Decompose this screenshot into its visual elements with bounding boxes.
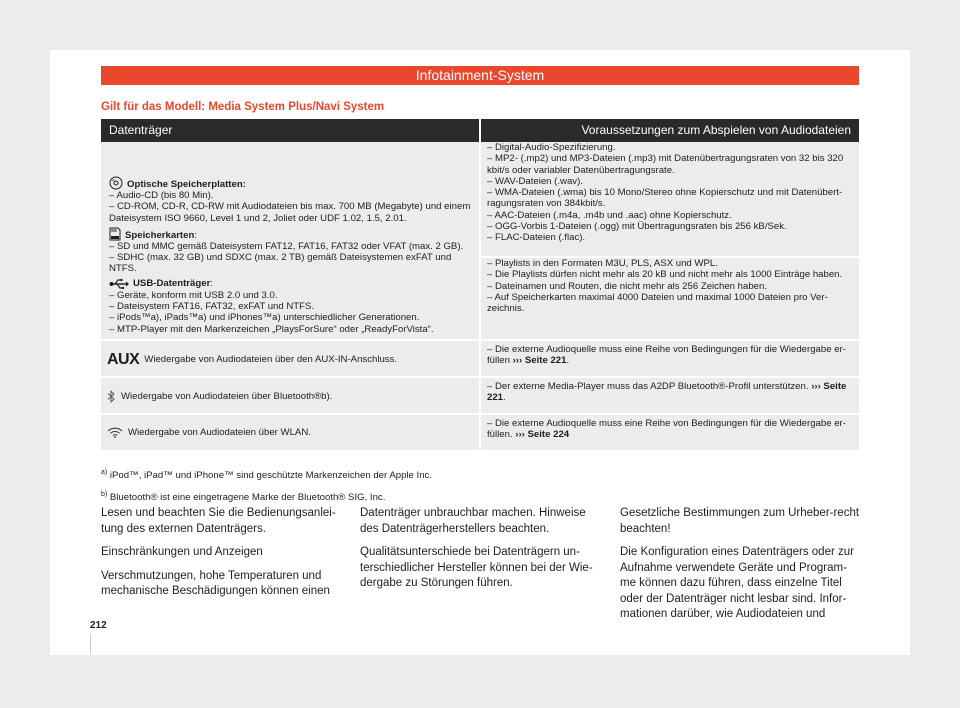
paragraph: Verschmutzungen, hohe Temperaturen und mechanische Beschädigungen können einen xyxy=(101,569,330,597)
body-column-2 xyxy=(360,506,600,600)
page-reference-link[interactable]: ››› Seite 221 xyxy=(487,380,847,404)
body-column-1 xyxy=(101,506,341,608)
footnote: $^{b)}$ Bluetooth® ist eine eingetragene Marke der Bluetooth® SIG, Inc. xyxy=(101,491,386,504)
requirement-line: – FLAC-Dateien (.flac). xyxy=(487,232,586,244)
bluetooth-requirement-cell: – Der externe Media-Player muss das A2DP Bluetooth®-Profil unterstützen. ››› Seite 221. xyxy=(480,377,859,414)
section-heading: Einschränkungen und Anzeigen xyxy=(101,546,263,558)
media-types-cell xyxy=(101,142,480,340)
column-header-requirements: Voraussetzungen zum Abspielen von Audiodateien xyxy=(480,119,859,142)
media-line: – CD-ROM, CD-R, CD-RW mit Audiodateien bis max. 700 MB (Megabyte) und einem Dateisystem ISO 9660, Level 1 und 2, Joliet oder UDF 1.02, 1.5, 2.01. xyxy=(109,201,471,224)
bluetooth-icon xyxy=(107,390,116,403)
wlan-label: Wiedergabe von Audiodateien über WLAN. xyxy=(128,426,311,438)
media-line: – MTP-Player mit den Markenzeichen „PlaysForSure“ oder „ReadyForVista“. xyxy=(109,323,434,335)
wlan-requirement: – Die externe Audioquelle muss eine Reihe von Bedingungen für die Wiedergabe er-füllen. xyxy=(487,417,846,441)
playlist-requirements-cell xyxy=(480,257,859,340)
wlan-label-cell xyxy=(101,414,480,451)
media-line: – Geräte, konform mit USB 2.0 und 3.0. xyxy=(109,289,278,301)
footnote: $^{a)}$ iPod™, iPad™ und iPhone™ sind geschützte Markenzeichen der Apple Inc. xyxy=(101,469,433,482)
requirement-line: – AAC-Dateien (.m4a, .m4b und .aac) ohne Kopierschutz. xyxy=(487,209,732,221)
media-requirements-table xyxy=(101,119,859,452)
media-title-suffix: : xyxy=(210,278,213,290)
paragraph: Qualitätsunterschiede bei Datenträgern un-terschiedlicher Hersteller können bei der Wie-dergabe zu Störungen führen. xyxy=(360,546,593,589)
model-applicability-note: Gilt für das Modell: Media System Plus/Navi System xyxy=(101,101,385,113)
media-title-suffix: : xyxy=(194,229,197,241)
table-row xyxy=(101,340,859,377)
aux-label: Wiedergabe von Audiodateien über den AUX-IN-Anschluss. xyxy=(144,354,398,366)
requirement-line: – WAV-Dateien (.wav). xyxy=(487,175,583,187)
playlist-line: – Playlists in den Formaten M3U, PLS, ASX und WPL. xyxy=(487,258,718,269)
aux-requirement-cell: – Die externe Audioquelle muss eine Reihe von Bedingungen für die Wiedergabe er-füllen ››› Seite 221. xyxy=(480,340,859,377)
page-reference-link[interactable]: ››› Seite 221 xyxy=(512,355,567,367)
media-block-usb xyxy=(109,278,471,335)
page-reference-link[interactable]: ››› Seite 224 xyxy=(515,429,570,441)
sd-card-icon xyxy=(109,227,121,241)
aux-requirement: – Die externe Audioquelle muss eine Reihe von Bedingungen für die Wiedergabe er-füllen xyxy=(487,343,846,367)
table-row xyxy=(101,377,859,414)
chapter-header: Infotainment-System xyxy=(101,66,859,85)
paragraph: Die Konfiguration eines Datenträgers oder zur Aufnahme verwendete Geräte und Program-me können dazu führen, dass einzelne Titel oder der Datenträger nicht lesbar sind. Infor-mationen darüber, wie Audiodateien und xyxy=(620,546,854,620)
paragraph: Lesen und beachten Sie die Bedienungsanlei-tung des externen Datenträgers. xyxy=(101,507,336,535)
wifi-icon xyxy=(107,427,123,438)
bluetooth-label-cell xyxy=(101,377,480,414)
playlist-line: – Die Playlists dürfen nicht mehr als 20 kB und nicht mehr als 1000 Einträge haben. xyxy=(487,269,843,281)
table-header-row xyxy=(101,119,859,142)
disc-icon xyxy=(109,176,123,190)
media-block-optical xyxy=(109,176,471,224)
aux-icon: AUX xyxy=(107,350,140,368)
table-row xyxy=(101,142,859,257)
media-line: – SDHC (max. 32 GB) und SDXC (max. 2 TB) gemäß Dateisystemen exFAT und NTFS. xyxy=(109,252,452,275)
media-block-cards xyxy=(109,227,471,275)
media-line: – Audio-CD (bis 80 Min). xyxy=(109,190,214,201)
media-line: – SD und MMC gemäß Dateisystem FAT12, FAT16, FAT32 oder VFAT (max. 2 GB). xyxy=(109,240,464,252)
column-header-media: Datenträger xyxy=(101,119,480,142)
page-margin-rule xyxy=(90,634,91,654)
requirement-line: – OGG-Vorbis 1-Dateien (.ogg) mit Übertragungsraten bis 256 kB/Sek. xyxy=(487,221,787,233)
usb-icon xyxy=(109,278,129,290)
media-line: – Dateisystem FAT16, FAT32, exFAT und NTFS. xyxy=(109,301,315,313)
media-title-usb: USB-Datenträger xyxy=(133,278,211,290)
media-line: – iPods™a), iPads™a) und iPhones™a) unterschiedlicher Generationen. xyxy=(109,312,420,324)
bluetooth-label: Wiedergabe von Audiodateien über Bluetooth®b). xyxy=(121,390,333,402)
table-row xyxy=(101,414,859,451)
media-title-optical: Optische Speicherplatten: xyxy=(127,178,246,190)
footnotes xyxy=(101,463,432,507)
body-column-3 xyxy=(620,506,860,631)
paragraph: Datenträger unbrauchbar machen. Hinweise des Datenträgerherstellers beachten. xyxy=(360,507,586,535)
format-requirements-cell xyxy=(480,142,859,257)
media-title-cards: Speicherkarten xyxy=(125,229,195,241)
aux-label-cell xyxy=(101,340,480,377)
playlist-line: – Dateinamen und Routen, die nicht mehr als 256 Zeichen haben. xyxy=(487,280,767,292)
requirement-line: – Digital-Audio-Spezifizierung. xyxy=(487,142,616,153)
page-number: 212 xyxy=(90,620,107,631)
playlist-line: – Auf Speicherkarten maximal 4000 Dateien und maximal 1000 Dateien pro Ver-zeichnis. xyxy=(487,291,828,315)
wlan-requirement-cell xyxy=(480,414,859,451)
paragraph: Gesetzliche Bestimmungen zum Urheber-recht beachten! xyxy=(620,507,860,535)
requirement-line: – MP2- (.mp2) und MP3-Dateien (.mp3) mit Datenübertragungsraten von 32 bis 320 kbit/s oder variabler Datenübertragungsrate. xyxy=(487,153,844,176)
requirement-line: – WMA-Dateien (.wma) bis 10 Mono/Stereo ohne Kopierschutz und mit Datenübert-ragungsraten von 384kbit/s. xyxy=(487,187,843,210)
bluetooth-requirement: – Der externe Media-Player muss das A2DP Bluetooth®-Profil unterstützen. xyxy=(487,380,809,392)
